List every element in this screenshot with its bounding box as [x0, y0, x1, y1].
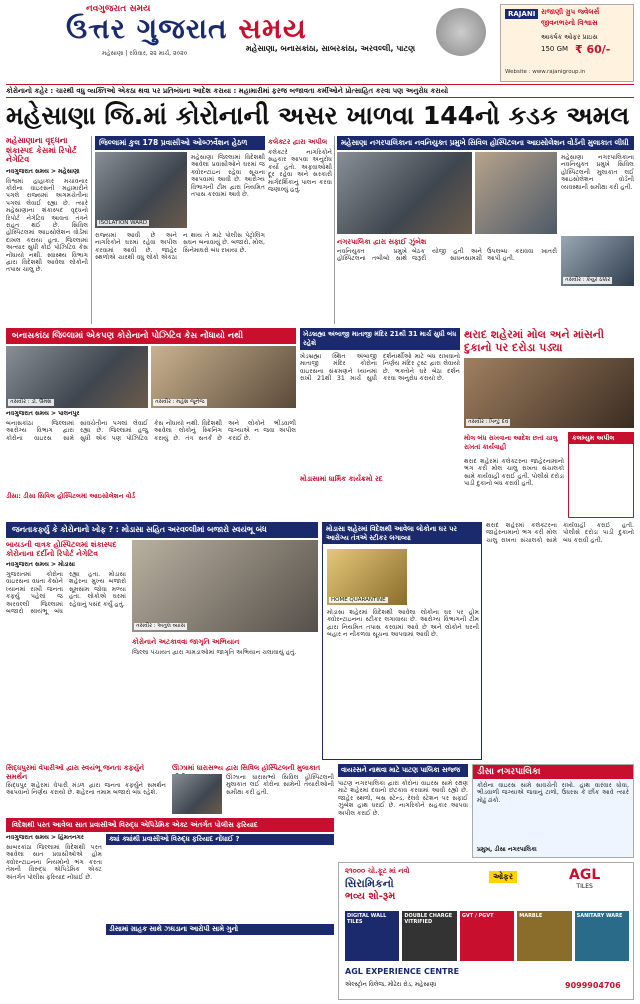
sidhpur-body: સિદ્ધપુર શહેરમાં વેપારી મંડળ દ્વારા જનતા કર્ફ્યુને સમર્થન આપવાનો નિર્ણય કરાયો છે. શહેરના તમામ બજારો બંધ રહેશે. [6, 782, 166, 797]
foreign-banner [6, 818, 334, 832]
masthead-title-accent: સમય [238, 12, 307, 45]
unjha-body: ઊંઝાના ધારાસભ્યે સિવિલ હોસ્પિટલની મુલાકાત લઈ કોરોના સામેની તૈયારીઓની સમીક્ષા કરી હતી. [226, 774, 334, 796]
left-story [6, 136, 88, 326]
masthead-title [66, 12, 307, 46]
foreign-headline: વિદેશથી પરત આવેલા સાત પ્રવાસીઓ વિરુદ્ધ એપિડેમિક એક્ટ અંતર્ગત પોલીસ ફરિયાદ [12, 820, 258, 829]
banaskantha-byline: નવગુજરાત સમય > પાલનપુર [6, 410, 80, 417]
isolation-box [95, 136, 265, 324]
banaskantha-banner [6, 328, 296, 344]
left-story-headline: મહેસાણાના વૃદ્ધના શંકાસ્પદ કેસમાં રિપોર્ટ નેગેટિવ [6, 136, 77, 164]
hospital-photo-left [337, 152, 472, 234]
masthead-title-main: ઉત્તર ગુજરાત [66, 12, 239, 45]
tile-chip: DOUBLE CHARGE VITRIFIED [402, 911, 456, 961]
tharad-story [464, 328, 634, 518]
banaskantha-photo-1 [6, 346, 148, 408]
bottom-ad-offer: ઓફર [489, 871, 517, 883]
top-ad-offer-label: આકર્ષક ઓફર પ્રાઇસ [541, 33, 598, 41]
agl-phone[interactable]: 9099904706 [565, 981, 621, 990]
janata-byline: નવગુજરાત સમય > મોડાસા [6, 561, 75, 568]
temple-story [300, 328, 460, 518]
top-ad[interactable] [500, 4, 634, 82]
banaskantha-sub: ડીસા: ડીસા સિવિલ હોસ્પિટલમાં આઇસોલેશન વોર્ડ [6, 492, 136, 500]
bottom-ad-topline: ૨૧૦૦૦ ચો.ફૂટ માં નવો [345, 867, 410, 875]
masthead [6, 4, 496, 60]
tharad-photo [464, 358, 634, 428]
janata-box-headline: કોરોનાને અટકાવવા જાગૃતિ અભિયાન [132, 638, 240, 646]
lion-logo-icon [436, 8, 486, 56]
janata-box-body: જિલ્લા પંચાયત દ્વારા ગામડાઓમાં જાગૃતિ અભિયાન ચલાવાયું હતું. [132, 649, 297, 656]
top-ad-brand: RAJANI [505, 9, 538, 19]
hospital-body: નવનિયુક્ત પ્રમુખે હોસ્પિટલના તબીબો સાથે બેઠક યોજી હતી અને જરૂરી સાધનસામગ્રી ઉપલબ્ધ કરાવવા ખાતરી આપી હતી. [337, 248, 557, 263]
hospital-photo-mid [475, 152, 557, 234]
banaskantha-photo2-caption: તસવીર : મહેશ જૂનેજ [155, 399, 205, 405]
deesa-ad-title: ડીસા નગરપાલિકા [473, 765, 633, 779]
isolation-ward-photo [95, 152, 187, 228]
tharad-body: થરાદ શહેરમાં કલેક્ટરના જાહેરનામાનો ભંગ કરી મોલ ચાલુ રાખતા સંચાલકો સામે કાર્યવાહી કરાઈ હતી. પોલીસે દરોડા પાડી દુકાનો બંધ કરાવી હતી. [464, 458, 564, 488]
tharad-box [568, 432, 634, 518]
foreign-sub1: ક્યાં ક્યાંથી પ્રવાસીઓ વિરુદ્ધ ફરિયાદ નોંધાઈ ? [106, 834, 334, 845]
tile-chip: MARBLE [517, 911, 571, 961]
top-ad-price-sub: 150 GM [541, 45, 569, 53]
divider [334, 136, 335, 324]
patan-headline: વાયરસને નાથવા માટે પાટણ પાલિકા સજ્જ [338, 764, 468, 777]
foreign-sub2: ડીસામાં ગ્રાહક સાથે ઝઘડાના આરોપી સામે ગુનો [106, 924, 334, 935]
tharad-box-label: કલમ્યુમ અપીલ [569, 433, 633, 444]
agl-centre: AGL EXPERIENCE CENTRE [345, 967, 460, 976]
hospital-side-text: મહેસાણા નગરપાલિકાના નવનિયુક્ત પ્રમુખે સિવિલ હોસ્પિટલની મુલાકાત લઈ આઇસોલેશન વોર્ડની વ્યવસ્થાની સમીક્ષા કરી હતી. [561, 154, 634, 191]
agl-logo [569, 867, 600, 890]
modasa-body: મોડાસા શહેરમાં વિદેશથી આવેલા લોકોના ઘર પર હોમ ક્વોરન્ટાઇનના સ્ટીકર લગાવાયા છે. આરોગ્ય વિભાગની ટીમ દ્વારા નિયમિત તપાસ કરવામાં આવે છે અને લોકોને ઘરની બહાર ન નીકળવા સૂચના આપવામાં આવી છે. [327, 609, 479, 639]
masthead-kicker: નવગુજરાત સમય [86, 4, 151, 14]
corona-strip [6, 84, 634, 98]
isolation-body: મહેસાણા જિલ્લામાં વિદેશથી આવેલા પ્રવાસીઓને ઘરમાં જ ક્વોરન્ટાઇન રહેવા સૂચના આપવામાં આવી છે. આરોગ્ય વિભાગની ટીમ દ્વારા નિયમિત તપાસ કરવામાં આવે છે. [191, 154, 265, 199]
agl-address: એલ્સ્ટ્રોન વિલેજ, મોઢેરા રોડ, મહેસાણા [345, 981, 437, 988]
temple-body: ખેડબ્રહ્મા સ્થિત અંબાજી માતાજી મંદિર કોરોના વાઇરસના સંક્રમણને ધ્યાનમાં રાખી 21થી 31 માર્ચ સુધી દર્શનાર્થીઓ માટે બંધ રાખવાનો નિર્ણય મંદિર ટ્રસ્ટ દ્વારા લેવાયો છે. ભક્તોને ઘરે બેઠા દર્શન કરવા અનુરોધ કરાયો છે. [300, 353, 460, 383]
isolation-headline: જિલ્લામાં કુલ 178 પ્રવાસીઓ ઓબ્ઝર્વેશન હેઠળ [95, 136, 265, 150]
agl-sub: TILES [576, 883, 593, 890]
deesa-ad[interactable] [472, 764, 634, 858]
top-ad-price: ₹ 60/- [575, 43, 611, 56]
hospital-box [337, 136, 634, 324]
tile-chip: GVT / PGVT [460, 911, 514, 961]
banaskantha-story [6, 410, 296, 518]
banaskantha-headline: બનાસકાંઠા જિલ્લામાં એકપણ કોરોનાનો પોઝિટિવ કેસ નોંધાયો નથી [12, 331, 244, 341]
janata-banner [6, 522, 318, 538]
janata-sub-headline: બાયડની વાત્રક હોસ્પિટલમાં શંકાસ્પદ કોરોનાના દર્દીનો રિપોર્ટ નેગેટિવ [6, 540, 117, 558]
modasa-photo-caption: HOME QUARANTINE [331, 597, 386, 603]
tharad-headline: થરાદ શહેરમાં મોલ અને માંસની દુકાનો પર દરોડા પડ્યા [464, 328, 605, 354]
sidhpur-headline: સિદ્ધપુરમાં વેપારીઓ દ્વારા સ્વયંભૂ જનતા કર્ફ્યુને સમર્થન [6, 764, 145, 781]
top-ad-line2: જીવનભરનો વિશ્વાસ [541, 19, 598, 27]
janata-body: ગુજરાતમાં કોરોના વાઇરસના વધતા કેસોને ધ્યાનમાં રાખી જનતા કર્ફ્યુ પહેલાં જ અરવલ્લી જિલ્લામાં બજારો સ્વયંભૂ બંધ રહ્યા હતા. મોડાસા શહેરના મુખ્ય બજારો સૂમસામ જોવા મળ્યા હતા. લોકોએ ઘરમાં રહેવાનું પસંદ કર્યું હતું. [6, 571, 126, 616]
tharad-sub: મોલ બંધ રાખવાના આદેશ છતાં ચાલુ રાખતાં કાર્યવાહી [464, 434, 558, 451]
tharad-body-continued: થરાદ શહેરમાં કલેક્ટરના જાહેરનામાનો ભંગ કરી મોલ ચાલુ રાખતા સંચાલકો સામે કાર્યવાહી કરાઈ હતી. પોલીસે દરોડા પાડી દુકાનો બંધ કરાવી હતી. [486, 522, 634, 544]
sidhpur-story [6, 764, 334, 814]
unjha-photo [172, 774, 222, 814]
top-ad-line1: રાજાણી ગ્રુપ જ્વેલર્સ [541, 8, 600, 16]
banaskantha-photo-2 [151, 346, 296, 408]
center-body: રાજ્યમાં આવી છે અને નાગરિકોને ઘરમાં રહેવા અપીલ કરવામાં આવી છે. જાહેર સ્થળોએ ચારથી વધુ લોકો એકઠા ન થાય તે માટે પોલીસ પેટ્રોલિંગ સઘન બનાવાયું છે. બજારો, મોલ, સિનેમાઘરો બંધ રખાયા છે. [95, 232, 265, 262]
right-continuation [486, 522, 634, 760]
isolation-photo-caption: ISOLATION WARD [99, 220, 148, 226]
temple-sub: મોડાસામાં ધાર્મિક કાર્યક્રમો રદ [300, 475, 383, 483]
hospital-photo-caption: તસવીર : કેયુર ઠક્કર [565, 277, 611, 283]
foreign-story [6, 834, 334, 1000]
janata-story [6, 540, 318, 760]
tharad-photo-caption: તસવીર : પિન્ટુ દવે [468, 419, 509, 425]
hospital-sub: નગરપાલિકા દ્વારા સફાઈ ઝુંબેશ [337, 238, 427, 246]
main-headline: મહેસાણા જિ.માં કોરોનાની અસર ખાળવા 144નો કડક અમલ [6, 101, 630, 130]
masthead-regions: મહેસાણા, બનાસકાંઠા, સાબરકાંઠા, અરવલ્લી, પાટણ [246, 44, 416, 53]
tile-chip: DIGITAL WALL TILES [345, 911, 399, 961]
masthead-dateline: મહેસાણા | રવિવાર, ૨૨ માર્ચ, ૨૦૨૦ [102, 50, 188, 57]
deesa-ad-body: કોરોના વાઇરસ સામે સાવચેતી રાખો. હાથ વારંવાર ધોવા, ભીડવાળી જગ્યાએ જવાનું ટાળો, ઉધરસ કે છીંક આવે ત્યારે મોઢું ઢાંકો. [477, 782, 629, 804]
corona-strip-text: કોરોનાનો કહેર : ચારથી વધુ વ્યક્તિઓ એકઠા થવા પર પ્રતિબંધના આદેશ કરાયા : મહામારીમાં ફરજ બજાવતા કર્મીઓને પ્રોત્સાહિત કરવા પણ અનુરોધ કરાયો [6, 87, 449, 95]
foreign-body: સાબરકાંઠા જિલ્લામાં વિદેશથી પરત આવેલા સાત પ્રવાસીઓએ હોમ ક્વોરન્ટાઇનના નિયમોનો ભંગ કરતા તેમની વિરુદ્ધ એપિડેમિક એક્ટ અંતર્ગત પોલીસ ફરિયાદ નોંધાઈ છે. [6, 844, 102, 881]
banaskantha-photo1-caption: તસવીર : ડૉ. ઉમેશ [10, 399, 52, 405]
bottom-ad[interactable] [338, 862, 634, 1000]
deesa-ad-footer: પ્રમુખ, ડીસા નગરપાલિકા [477, 846, 537, 853]
janata-headline: જનતાકર્ફ્યુ કે કોરોનાનો ખોફ ? : મોડાસા સહિત અરવલ્લીમાં બજારો સ્વયંભૂ બંધ [12, 525, 267, 534]
tile-chip: SANITARY WARE [575, 911, 629, 961]
temple-headline: ખેડબ્રહ્મા અંબાજી માતાજી મંદિર 21થી 31 માર્ચ સુધી બંધ રહેશે [300, 328, 460, 350]
foreign-byline: નવગુજરાત સમય > હિંમતનગર [6, 834, 84, 841]
center-body2: કલેક્ટરે નાગરિકોને સહકાર આપવા અનુરોધ કર્યો હતો. અફવાઓથી દૂર રહેવા અને સરકારી માર્ગદર્શિકાનું પાલન કરવા જણાવ્યું હતું. [268, 149, 332, 194]
janata-photo [132, 540, 318, 632]
agl-brand: AGL [569, 867, 601, 883]
left-story-byline: નવગુજરાત સમય > મહેસાણા [6, 167, 80, 175]
bottom-ad-brand: સિરામિકનો [345, 877, 394, 890]
modasa-headline: મોડાસા શહેરમાં વિદેશથી આવેલા લોકોના ઘર પર આરોગ્ય તંત્રએ સ્ટીકર લગાવ્યા [323, 523, 481, 544]
modasa-box [322, 522, 482, 760]
hospital-headline: મહેસાણા નગરપાલિકાના નવનિયુક્ત પ્રમુખે સિવિલ હોસ્પિટલના આઇસોલેશન વોર્ડની મુલાકાત લીધી [337, 136, 634, 150]
unjha-headline: ઊંઝામાં ધારાસભ્ય દ્વારા સિવિલ હોસ્પિટલની મુલાકાત [172, 764, 321, 772]
center-sub1: કલેક્ટર દ્વારા અપીલ [268, 138, 328, 146]
left-story-body: વિશ્વમાં હાહાકાર મચાવનાર કોરોના વાઇરસની મહામારીને પગલે રાજ્યમાં અગમચેતીના પગલાં લેવાઈ રહ્યા છે. ત્યારે મહેસાણાના શંકાસ્પદ વૃદ્ધનો રિપોર્ટ નેગેટિવ આવતા તંત્રને રાહત થઈ છે. સિવિલ હોસ્પિટલમાં આઇસોલેશન વોર્ડમાં દાખલ કરાયા હતા. જિલ્લામાં અત્યાર સુધી કોઈ પોઝિટિવ કેસ નોંધાયો નથી. સ્વાસ્થ્ય વિભાગ દ્વારા વિદેશથી આવેલા લોકોની તપાસ ચાલુ છે. [6, 177, 88, 274]
hospital-photo-right [561, 236, 634, 286]
bottom-ad-tagline: ભવ્ય શો-રૂમ [345, 891, 396, 902]
tile-list [345, 911, 629, 961]
modasa-photo [327, 549, 407, 605]
top-ad-footer: Website : www.rajanigroup.in [505, 69, 586, 75]
patan-body: પાટણ નગરપાલિકા દ્વારા કોરોના વાઇરસ સામે રક્ષણ માટે શહેરમાં દવાનો છંટકાવ કરવામાં આવી રહ્યો છે. જાહેર સ્થળો, બસ સ્ટેન્ડ, રેલવે સ્ટેશન પર સફાઈ ઝુંબેશ હાથ ધરાઈ છે. નાગરિકોને સહકાર આપવા અપીલ કરાઈ છે. [338, 780, 468, 817]
janata-box [132, 636, 318, 760]
janata-photo-caption: તસવીર : અતુલ વ્યાસ [136, 623, 186, 629]
banaskantha-body: બનાસકાંઠા જિલ્લામાં આરોગ્ય વિભાગ દ્વારા કોરોના વાઇરસ સામે સાવચેતીના પગલાં લેવાઈ રહ્યા છે. જિલ્લામાં હજુ સુધી એક પણ પોઝિટિવ કેસ નોંધાયો નથી. વિદેશથી આવેલા લોકોનું સ્ક્રિનિંગ કરાયું છે. તંત્ર સતર્ક છે અને લોકોને ભીડવાળી જગ્યાએ ન જવા અપીલ કરાઈ છે. [6, 420, 296, 442]
center-story [268, 136, 332, 324]
divider [91, 136, 92, 324]
